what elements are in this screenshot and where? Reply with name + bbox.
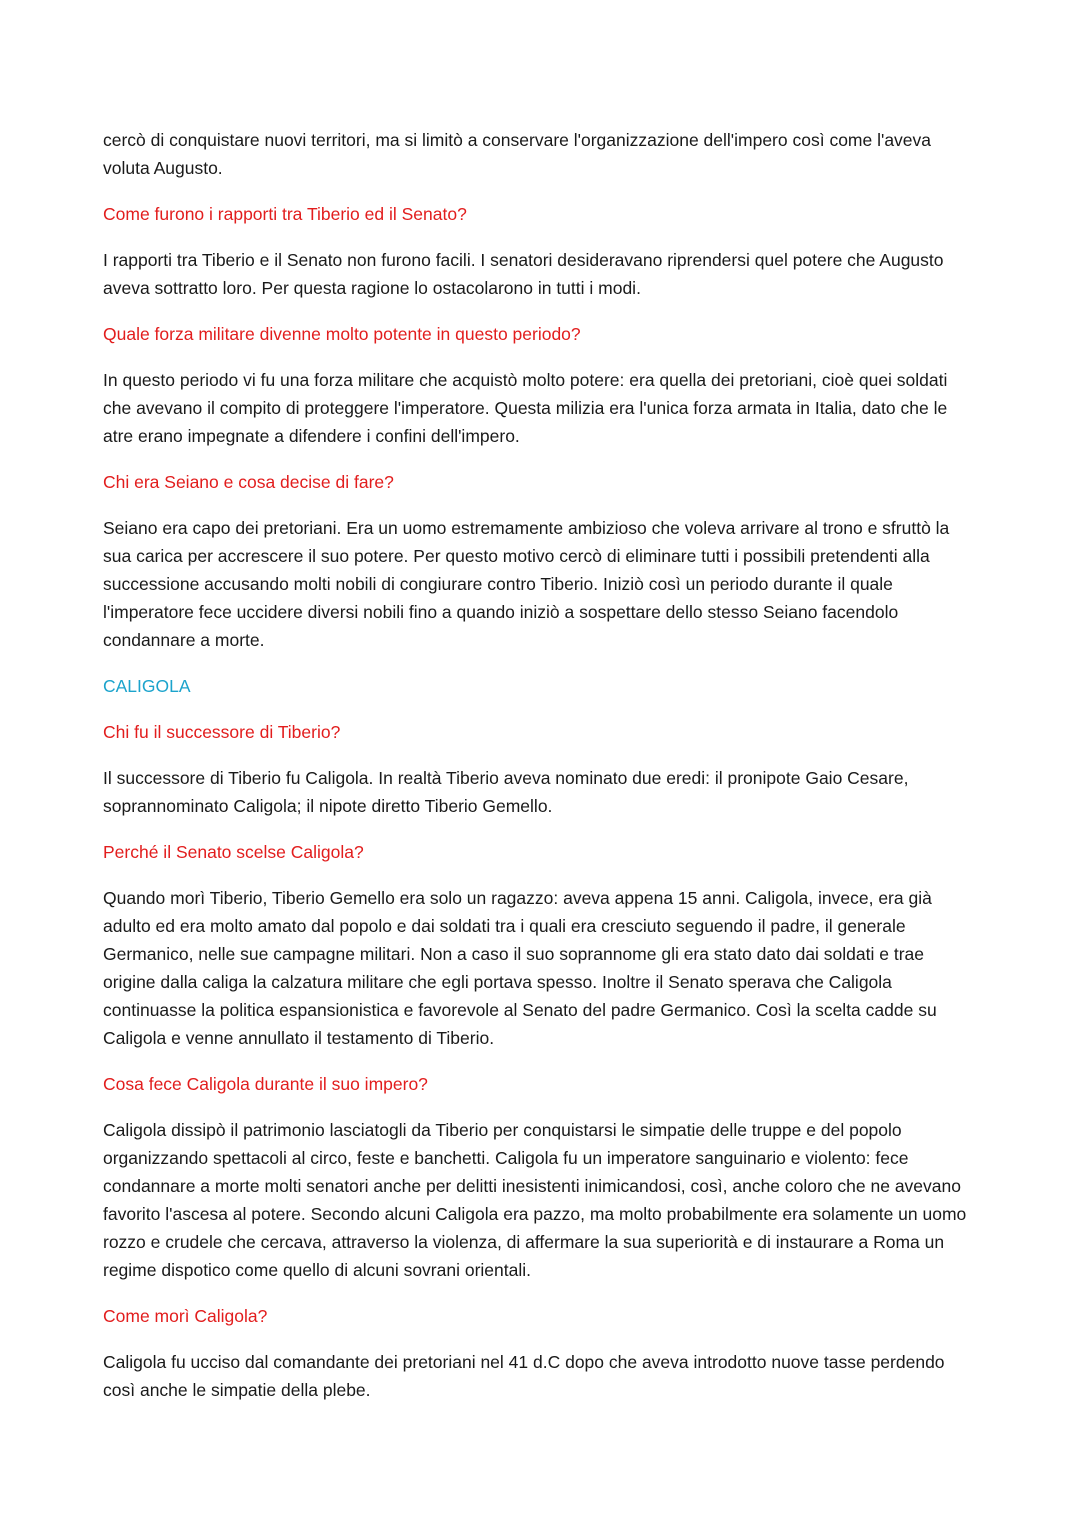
answer-forza-militare: In questo periodo vi fu una forza militare che acquistò molto potere: era quella dei pretoriani, cioè quei soldati che avevano il compito di proteggere l'imperatore. Questa milizia era l'unica forza armata in Italia, dato che le atre erano impegnate a difendere i confini dell'impero. (103, 370, 948, 446)
question-senato-scelse: Perché il Senato scelse Caligola? (103, 842, 364, 862)
question-morte-caligola: Come morì Caligola? (103, 1306, 268, 1326)
document-page (103, 126, 978, 1422)
answer-tiberio-senato: I rapporti tra Tiberio e il Senato non furono facili. I senatori desideravano riprendersi quel potere che Augusto aveva sottratto loro. Per questa ragione lo ostacolarono in tutti i modi. (103, 250, 944, 298)
section-heading-caligola: CALIGOLA (103, 676, 191, 696)
question-impero-caligola: Cosa fece Caligola durante il suo impero? (103, 1074, 428, 1094)
answer-impero-caligola: Caligola dissipò il patrimonio lasciatogli da Tiberio per conquistarsi le simpatie delle truppe e del popolo organizzando spettacoli al circo, feste e banchetti. Caligola fu un imperatore sanguinario e violento: fece condannare a morte molti senatori anche per delitti inesistenti inimicandosi, così, anche coloro che ne avevano favorito l'ascesa al potere. Secondo alcuni Caligola era pazzo, ma molto probabilmente era solamente un uomo rozzo e crudele che cercava, attraverso la violenza, di affermare la sua superiorità e di instaurare a Roma un regime dispotico come quello di alcuni sovrani orientali. (103, 1120, 967, 1280)
answer-successore: Il successore di Tiberio fu Caligola. In realtà Tiberio aveva nominato due eredi: il pronipote Gaio Cesare, soprannominato Caligola; il nipote diretto Tiberio Gemello. (103, 768, 909, 816)
question-tiberio-senato: Come furono i rapporti tra Tiberio ed il Senato? (103, 204, 467, 224)
answer-seiano: Seiano era capo dei pretoriani. Era un uomo estremamente ambizioso che voleva arrivare al trono e sfruttò la sua carica per accrescere il suo potere. Per questo motivo cercò di eliminare tutti i possibili pretendenti alla successione accusando molti nobili di congiurare contro Tiberio. Iniziò così un periodo durante il quale l'imperatore fece uccidere diversi nobili fino a quando iniziò a sospettare dello stesso Seiano facendolo condannare a morte. (103, 518, 950, 650)
question-forza-militare: Quale forza militare divenne molto potente in questo periodo? (103, 324, 581, 344)
question-successore: Chi fu il successore di Tiberio? (103, 722, 341, 742)
question-seiano: Chi era Seiano e cosa decise di fare? (103, 472, 394, 492)
answer-morte-caligola: Caligola fu ucciso dal comandante dei pretoriani nel 41 d.C dopo che aveva introdotto nuove tasse perdendo così anche le simpatie della plebe. (103, 1352, 945, 1400)
paragraph-intro-continuation: cercò di conquistare nuovi territori, ma si limitò a conservare l'organizzazione dell'impero così come l'aveva voluta Augusto. (103, 130, 932, 178)
answer-senato-scelse: Quando morì Tiberio, Tiberio Gemello era solo un ragazzo: aveva appena 15 anni. Caligola, invece, era già adulto ed era molto amato dal popolo e dai soldati tra i quali era cresciuto seguendo il padre, il generale Germanico, nelle sue campagne militari. Non a caso il suo soprannome gli era stato dato dai soldati e trae origine dalla caliga la calzatura militare che egli portava spesso. Inoltre il Senato sperava che Caligola continuasse la politica espansionistica e favorevole al Senato del padre Germanico. Così la scelta cadde su Caligola e venne annullato il testamento di Tiberio. (103, 888, 937, 1048)
